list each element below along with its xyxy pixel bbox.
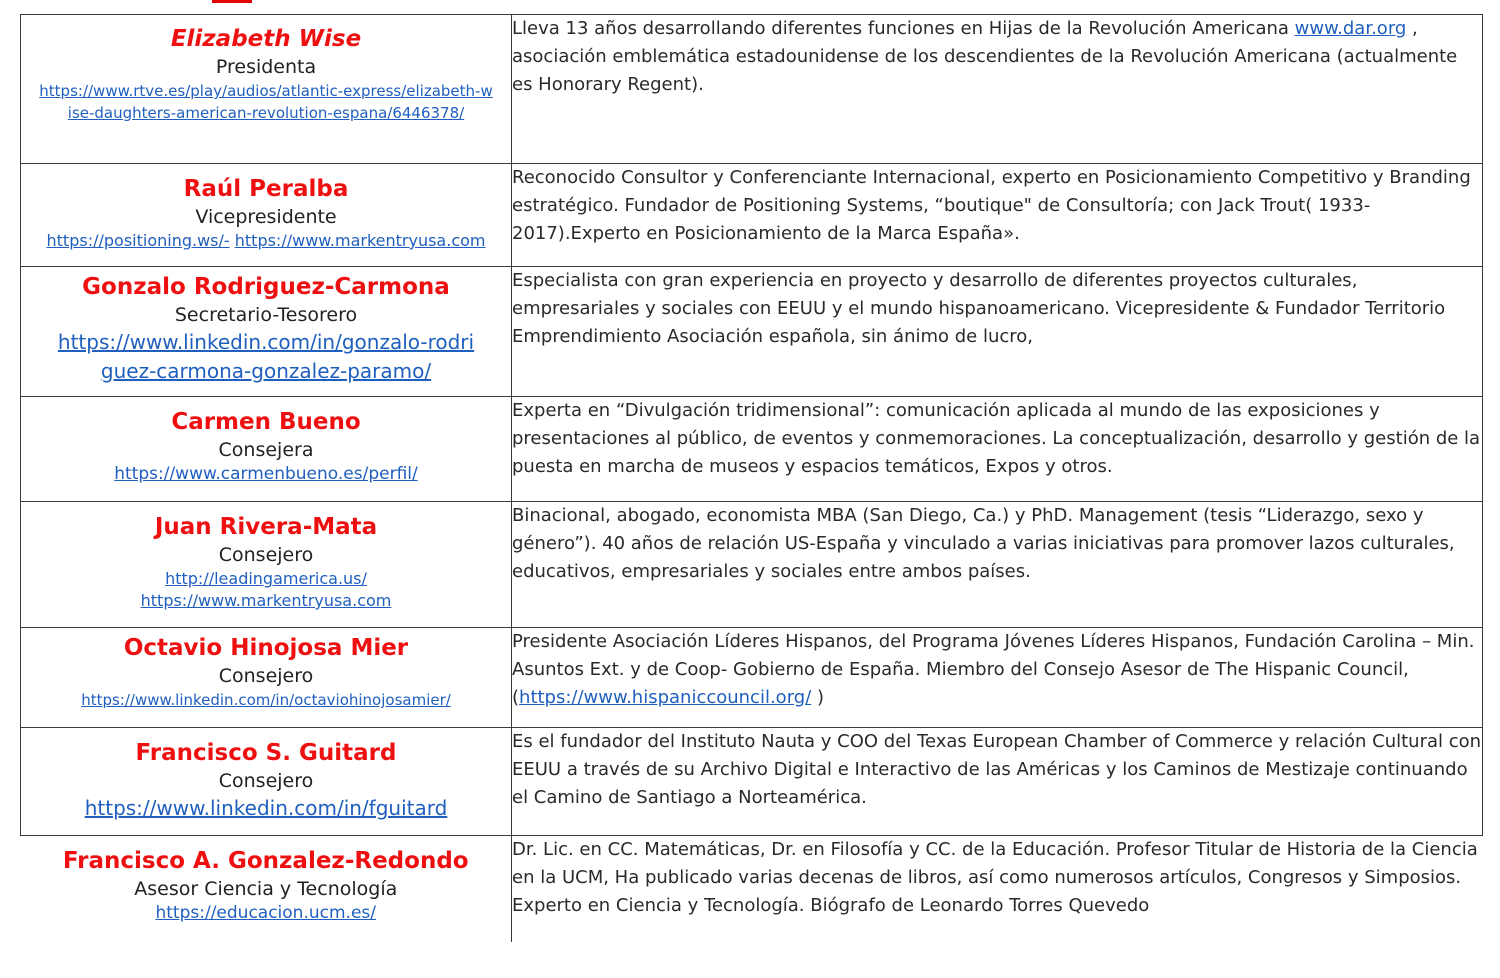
member-role: Asesor Ciencia y Tecnología [134,878,398,900]
member-link[interactable]: https://www.linkedin.com/in/octaviohinojosamier/ [81,691,451,709]
member-description-cell [512,728,1483,836]
table-row [21,728,1483,836]
member-name: Elizabeth Wise [170,26,362,52]
table-row [21,15,1483,164]
member-description [512,15,1482,99]
table-row [21,164,1483,267]
member-name: Carmen Bueno [171,409,361,435]
member-description-cell [512,502,1483,628]
member-role: Consejero [218,770,314,792]
description-text: , asociación emblemática estadounidense de los descendientes de la Revolución Americana (actualmente es Honorary Regent). [512,18,1458,95]
member-link[interactable]: https://www.carmenbueno.es/perfil/ [114,464,418,484]
member-description-cell [512,15,1483,164]
member-cell [21,502,512,628]
member-description-cell [512,628,1483,728]
description-link[interactable]: www.dar.org [1294,18,1407,39]
member-link[interactable]: http://leadingamerica.us/ [165,569,367,588]
member-cell [21,836,512,942]
member-name: Francisco A. Gonzalez-Redondo [62,848,469,874]
member-name: Francisco S. Guitard [135,740,397,766]
member-description: Binacional, abogado, economista MBA (San Diego, Ca.) y PhD. Management (tesis “Liderazgo, sexo y género”). 40 años de relación US-España y vinculado a varias iniciativas para promover lazos culturales, educativos, empresariales y sociales entre ambos países. [512,505,1455,582]
table-row [21,502,1483,628]
member-links [21,689,511,711]
member-description: Dr. Lic. en CC. Matemáticas, Dr. en Filosofía y CC. de la Educación. Profesor Titular de Historia de la Ciencia en la UCM, Ha publicado varias decenas de libros, así como numerosos artículos, Congresos y Simposios. Experto en Ciencia y Tecnología. Biógrafo de Leonardo Torres Quevedo [512,839,1478,916]
member-name: Gonzalo Rodriguez-Carmona [82,274,450,300]
member-description: Reconocido Consultor y Conferenciante Internacional, experto en Posicionamiento Competitivo y Branding estratégico. Fundador de Positioning Systems, “boutique" de Consultoría; con Jack Trout( 1933-2017).Experto en Posicionamiento de la Marca España». [512,167,1471,244]
member-links [21,568,511,612]
table-row [21,397,1483,502]
member-description-cell [512,164,1483,267]
member-link[interactable]: https://www.linkedin.com/in/gonzalo-rodriguez-carmona-gonzalez-paramo/ [57,330,475,383]
member-links [21,230,511,252]
member-cell [21,267,512,397]
member-name: Juan Rivera-Mata [154,514,378,540]
member-links [21,794,511,823]
description-text: Lleva 13 años desarrollando diferentes funciones en Hijas de la Revolución Americana [512,18,1295,39]
member-name: Octavio Hinojosa Mier [123,635,409,661]
member-link[interactable]: https://www.rtve.es/play/audios/atlantic-express/elizabeth-wise-daughters-american-revolution-espana/6446378/ [39,82,493,122]
member-link[interactable]: https://www.markentryusa.com [234,231,486,250]
description-text: Presidente Asociación Líderes Hispanos, del Programa Jóvenes Líderes Hispanos, Fundación Carolina – Min. Asuntos Ext. y de Coop- Gobierno de España. Miembro del Consejo Asesor de The Hispanic Council, ( [512,631,1475,708]
board-members-table [20,14,1483,942]
member-role: Consejera [218,439,314,461]
member-description: Experta en “Divulgación tridimensional”: comunicación aplicada al mundo de las exposiciones y presentaciones al público, de eventos y conmemoraciones. La conceptualización, desarrollo y gestión de la puesta en marcha de museos y espacios temáticos, Expos y otros. [512,400,1481,477]
member-links [21,463,511,485]
member-link[interactable]: https://www.linkedin.com/in/fguitard [84,796,448,820]
member-links [21,80,511,124]
member-link[interactable]: https://positioning.ws/- [46,231,230,250]
member-links [21,902,512,924]
member-description: Especialista con gran experiencia en proyecto y desarrollo de diferentes proyectos culturales, empresariales y sociales con EEUU y el mundo hispanoamericano. Vicepresidente & Fundador Territorio Emprendimiento Asociación española, sin ánimo de lucro, [512,270,1446,347]
member-role: Secretario-Tesorero [174,304,358,326]
table-row [21,836,1483,942]
member-role: Presidenta [215,56,317,78]
member-description-cell [512,836,1483,942]
member-role: Vicepresidente [195,206,337,228]
member-role: Consejero [218,544,314,566]
member-link[interactable]: https://www.markentryusa.com [140,591,392,610]
table-row [21,628,1483,728]
member-description [512,628,1482,712]
member-link[interactable]: https://educacion.ucm.es/ [155,903,376,923]
description-text: ) [811,687,825,708]
member-description-cell [512,397,1483,502]
top-decoration [0,0,1500,8]
member-role: Consejero [218,665,314,687]
member-description-cell [512,267,1483,397]
table-row [21,267,1483,397]
member-description: Es el fundador del Instituto Nauta y COO del Texas European Chamber of Commerce y relación Cultural con EEUU a través de su Archivo Digital e Interactivo de las Américas y los Caminos de Mestizaje continuando el Camino de Santiago a Norteamérica. [512,731,1482,808]
member-cell [21,164,512,267]
description-link[interactable]: https://www.hispaniccouncil.org/ [519,687,812,708]
member-cell [21,728,512,836]
member-cell [21,15,512,164]
member-cell [21,397,512,502]
member-name: Raúl Peralba [183,176,349,202]
member-cell [21,628,512,728]
member-links [21,328,511,386]
